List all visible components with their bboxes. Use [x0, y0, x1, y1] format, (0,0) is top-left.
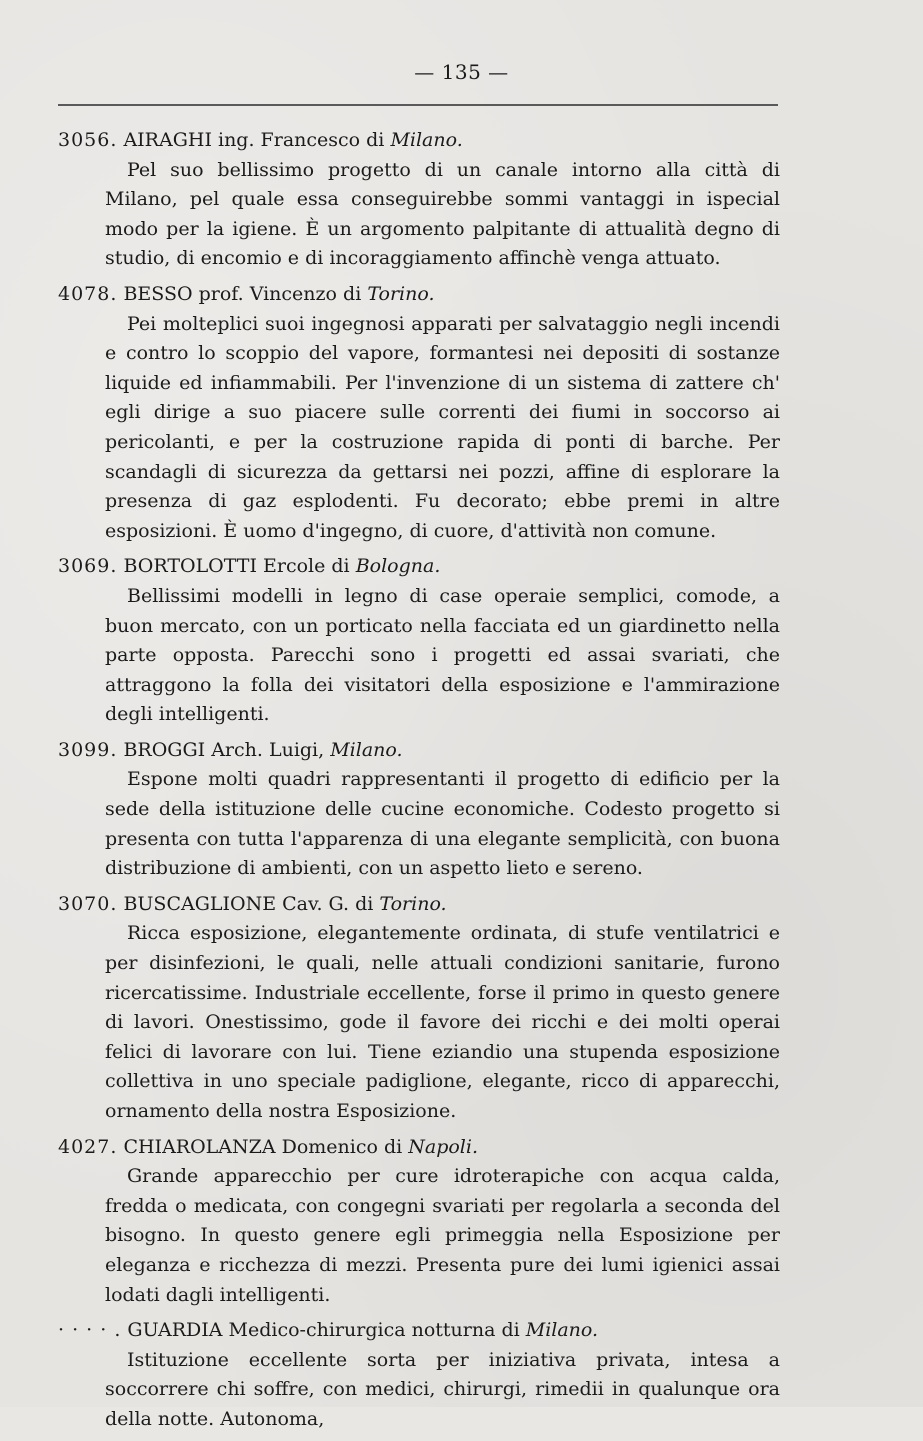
entry-body: Pel suo bellissimo progetto di un canale intorno alla città di Milano, pel quale essa conseguirebbe sommi vantaggi in ispecial modo per la igiene. È un argomento palpitante di attualità degno di studio, di encomio e di incoraggiamento affinchè venga attuato.	[105, 158, 780, 270]
header-rule	[58, 104, 778, 106]
entry-number: 3069.	[58, 555, 118, 578]
entry-name: BESSO prof. Vincenzo di	[123, 282, 362, 305]
entry-number: · · · · .	[58, 1319, 122, 1342]
entry-number: 3070.	[58, 892, 118, 915]
entry-body: Espone molti quadri rappresentanti il progetto di edificio per la sede della istituzione delle cucine economiche. Codesto progetto si presenta con tutta l'apparenza di una elegante semplicità, con buona distribuzione di ambienti, con un aspetto lieto e sereno.	[105, 768, 780, 880]
entry-place: Torino.	[379, 892, 447, 915]
page-number: — 135 —	[414, 60, 509, 84]
entry-place: Napoli.	[408, 1135, 478, 1158]
entry-airaghi	[58, 126, 780, 274]
entry-heading	[58, 736, 780, 766]
entry-name: CHIAROLANZA Domenico di	[123, 1135, 403, 1158]
entry-number: 4078.	[58, 282, 118, 305]
entry-name: BUSCAGLIONE Cav. G. di	[123, 892, 374, 915]
entry-broggi	[58, 736, 780, 884]
entry-heading	[58, 552, 780, 582]
entry-bortolotti	[58, 552, 780, 730]
entry-name: GUARDIA Medico-chirurgica notturna di	[127, 1319, 520, 1342]
entry-name: BROGGI Arch. Luigi,	[123, 738, 325, 761]
entry-heading	[58, 280, 780, 310]
entry-body: Ricca esposizione, elegantemente ordinata, di stufe ventilatrici e per disinfezioni, le quali, nelle attuali condizioni sanitarie, furono ricercatissime. Industriale eccellente, forse il primo in questo genere di lavori. Onestissimo, gode il favore dei ricchi e dei molti operai felici di lavorare con lui. Tiene eziandio una stupenda esposizione collettiva in uno speciale padiglione, elegante, ricco di apparecchi, ornamento della nostra Esposizione.	[105, 922, 780, 1122]
entry-heading	[58, 126, 780, 156]
entry-chiarolanza	[58, 1133, 780, 1311]
entry-guardia	[58, 1316, 780, 1434]
entry-besso	[58, 280, 780, 546]
entry-place: Milano.	[390, 129, 463, 151]
entry-heading	[58, 890, 780, 920]
entry-body: Grande apparecchio per cure idroterapiche con acqua calda, fredda o medicata, con congegni svariati per regolarla a seconda del bisogno. In questo genere egli primeggia nella Esposizione per eleganza e ricchezza di mezzi. Presenta pure dei lumi igienici assai lodati dagli intelligenti.	[105, 1165, 780, 1306]
entry-name: AIRAGHI ing. Francesco di	[123, 129, 385, 151]
entry-heading	[58, 1133, 780, 1163]
entry-place: Bologna.	[355, 555, 441, 578]
entry-place: Milano.	[525, 1319, 599, 1342]
entry-number: 3056.	[58, 129, 118, 151]
entry-body: Bellissimi modelli in legno di case operaie semplici, comode, a buon mercato, con un porticato nella facciata ed un giardinetto nella parte opposta. Parecchi sono i progetti ed assai svariati, che attraggono la folla dei visitatori della esposizione e l'ammirazione degli intelligenti.	[105, 584, 780, 726]
entry-body: Istituzione eccellente sorta per iniziativa privata, intesa a soccorrere chi soffre, con medici, chirurgi, rimedii in qualunque ora della notte. Autonoma,	[105, 1348, 780, 1430]
entry-place: Torino.	[367, 282, 435, 305]
page-content	[58, 126, 780, 1441]
entry-number: 3099.	[58, 738, 118, 761]
entry-body: Pei molteplici suoi ingegnosi apparati per salvataggio negli incendi e contro lo scoppio del vapore, formantesi nei depositi di sostanze liquide ed infiammabili. Per l'invenzione di un sistema di zattere ch' egli dirige a suo piacere sulle correnti dei fiumi in soccorso ai pericolanti, e per la costruzione rapida di ponti di barche. Per scandagli di sicurezza da gettarsi nei pozzi, affine di esplorare la presenza di gaz esplodenti. Fu decorato; ebbe premi in altre esposizioni. È uomo d'ingegno, di cuore, d'attività non comune.	[105, 312, 780, 542]
entry-place: Milano.	[330, 738, 403, 761]
entry-heading	[58, 1316, 780, 1346]
entry-number: 4027.	[58, 1135, 118, 1158]
entry-buscaglione	[58, 890, 780, 1127]
entry-name: BORTOLOTTI Ercole di	[123, 555, 350, 578]
